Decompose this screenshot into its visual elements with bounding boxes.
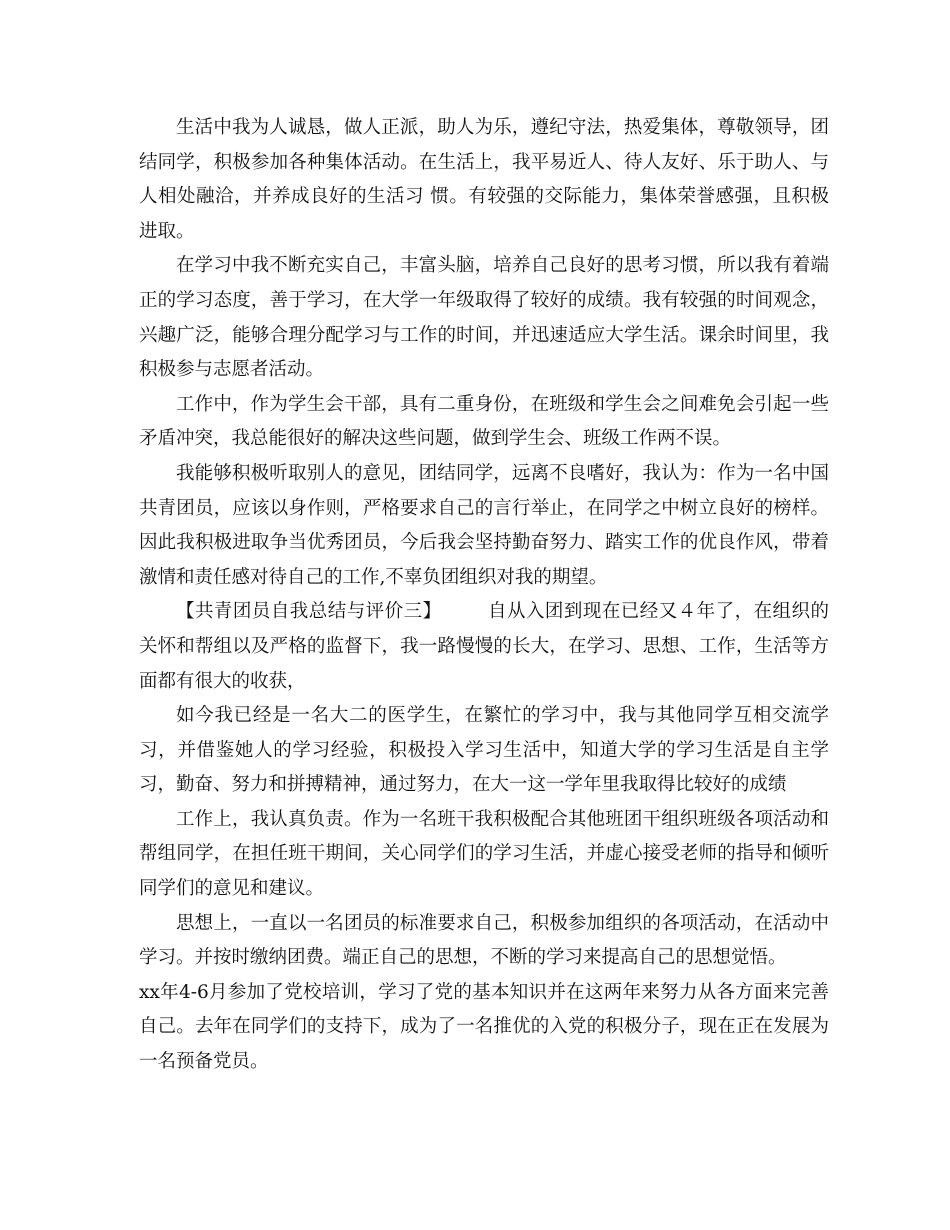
- section-intro: 自从入团到现在已经又４年了，在组织的关怀和帮组以及严格的监督下，我一路慢慢的长大，在学习、思想、工作，生活等方面都有很大的收获，: [139, 601, 829, 692]
- document-body: [139, 111, 829, 1080]
- paragraph-life: 生活中我为人诚恳，做人正派，助人为乐，遵纪守法，热爱集体，尊敬领导，团结同学，积极参加各种集体活动。在生活上，我平易近人、待人友好、乐于助人、与人相处融洽，并养成良好的生活习 惯。有较强的交际能力，集体荣誉感强，且积极进取。: [139, 117, 829, 242]
- paragraph-attitude: 我能够积极听取别人的意见，团结同学，远离不良嗜好，我认为：作为一名中国共青团员，应该以身作则，严格要求自己的言行举止，在同学之中树立良好的榜样。因此我积极进取争当优秀团员，今后我会坚持勤奋努力、踏实工作的优良作风，带着激情和责任感对待自己的工作,不辜负团组织对我的期望。: [139, 462, 829, 588]
- paragraph-section-three: [139, 595, 829, 699]
- paragraph-medical-student: 如今我已经是一名大二的医学生，在繁忙的学习中，我与其他同学互相交流学习，并借鉴她人的学习经验，积极投入学习生活中，知道大学的学习生活是自主学习，勤奋、努力和拼搏精神，通过努力，在大一这一学年里我取得比较好的成绩: [139, 705, 829, 796]
- section-heading: 【共青团员自我总结与评价三】: [176, 601, 442, 623]
- paragraph-thought: 思想上，一直以一名团员的标准要求自己，积极参加组织的各项活动，在活动中学习。并按时缴纳团费。端正自己的思想，不断的学习来提高自己的思想觉悟。: [139, 912, 829, 969]
- paragraph-work: 工作中，作为学生会干部，具有二重身份，在班级和学生会之间难免会引起一些矛盾冲突，我总能很好的解决这些问题，做到学生会、班级工作两不误。: [139, 393, 829, 450]
- paragraph-work-duty: 工作上，我认真负责。作为一名班干我积极配合其他班团干组织班级各项活动和帮组同学，在担任班干期间，关心同学们的学习生活，并虚心接受老师的指导和倾听同学们的意见和建议。: [139, 808, 829, 900]
- paragraph-party-training: xx年4-6月参加了党校培训，学习了党的基本知识并在这两年来努力从各方面来完善自己。去年在同学们的支持下，成为了一名推优的入党的积极分子，现在正在发展为一名预备党员。: [139, 981, 829, 1073]
- paragraph-study: 在学习中我不断充实自己，丰富头脑，培养自己良好的思考习惯，所以我有着端正的学习态度，善于学习，在大学一年级取得了较好的成绩。我有较强的时间观念，兴趣广泛，能够合理分配学习与工作的时间，并迅速适应大学生活。课余时间里，我积极参与志愿者活动。: [139, 255, 829, 381]
